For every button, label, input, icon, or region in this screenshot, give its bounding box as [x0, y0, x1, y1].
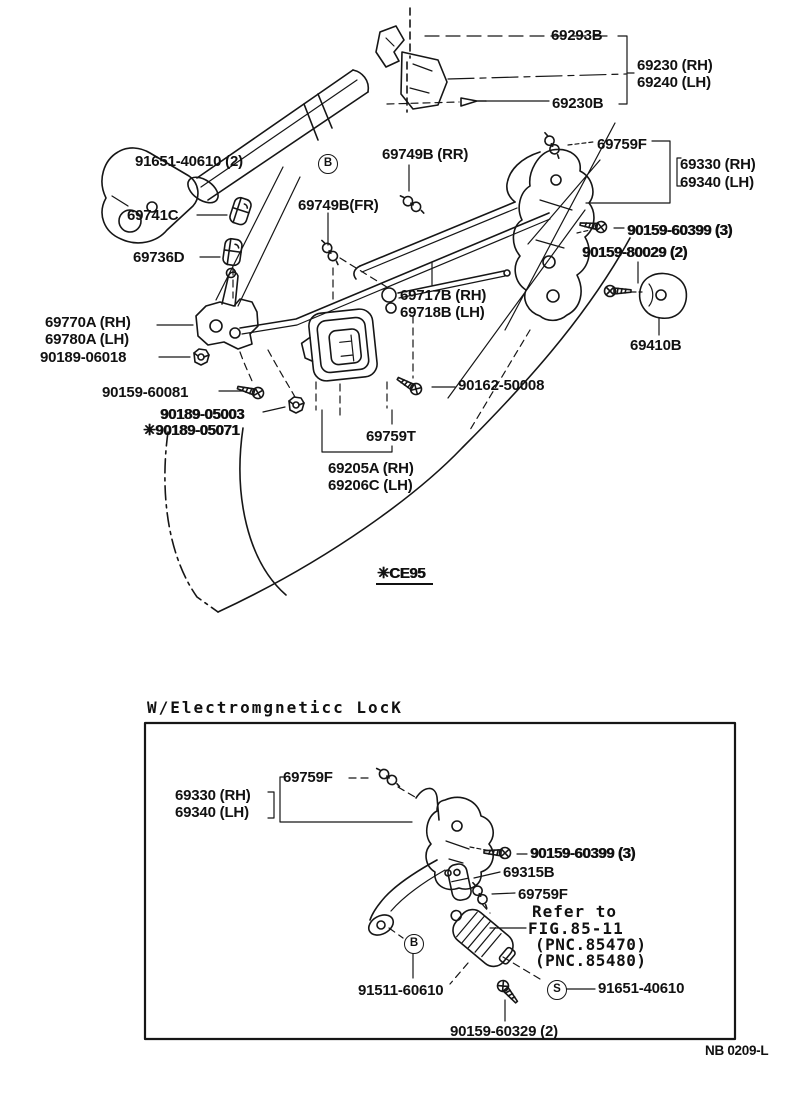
- part-label-lower-69340: 69340 (LH): [175, 804, 249, 821]
- part-label-90159-60329: 90159-60329 (2): [450, 1023, 558, 1040]
- part-label-69741C: 69741C: [127, 207, 179, 224]
- part-label-69759T: 69759T: [366, 428, 416, 445]
- callout-circle-s-lower: S: [547, 980, 567, 1000]
- part-label-69736D: 69736D: [133, 249, 185, 266]
- callout-circle-b-lower: B: [404, 934, 424, 954]
- page-code: NB 0209-L: [705, 1043, 769, 1058]
- part-label-90159-80029: 90159-80029 (2): [582, 244, 687, 261]
- part-label-90159-60399: 90159-60399 (3): [627, 222, 732, 239]
- inner-bezel-drawing: [299, 308, 379, 383]
- refer-note-line3: (PNC.85470): [535, 935, 647, 954]
- inside-handle-bracket-drawing: [157, 269, 258, 350]
- part-label-90162-50008: 90162-50008: [458, 377, 545, 394]
- part-69315B-icon: [446, 863, 472, 902]
- part-label-69780A: 69780A (LH): [45, 331, 129, 348]
- part-label-91511-60610: 91511-60610: [358, 982, 444, 999]
- part-label-90189-05071: ✳90189-05071: [143, 422, 240, 439]
- callout-circle-b: B: [318, 154, 338, 174]
- part-label-69330: 69330 (RH): [680, 156, 756, 173]
- lock-control-rods: [240, 152, 550, 334]
- door-panel-outline: [165, 167, 630, 612]
- part-label-69206C: 69206C (LH): [328, 477, 413, 494]
- lower-box-title: W/Electromgneticc LocK: [147, 698, 403, 717]
- refer-note-line4: (PNC.85480): [535, 951, 647, 970]
- part-label-lower-90159-60399: 90159-60399 (3): [530, 845, 635, 862]
- part-label-69749B-RR: 69749B (RR): [382, 146, 469, 163]
- part-label-91651-40610: 91651-40610 (2): [135, 153, 243, 170]
- pin-69230B-icon: [461, 98, 486, 106]
- model-note-ce95: ✳CE95: [376, 565, 433, 585]
- part-label-69410B: 69410B: [630, 337, 682, 354]
- refer-note-line2: FIG.85-11: [528, 919, 624, 938]
- part-label-lower-69759F-mid: 69759F: [518, 886, 568, 903]
- part-label-lower-69759F-top: 69759F: [283, 769, 333, 786]
- part-label-69293B: 69293B: [551, 27, 603, 44]
- part-label-69315B: 69315B: [503, 864, 555, 881]
- part-label-69717B: 69717B (RH): [400, 287, 487, 304]
- part-label-lower-69330: 69330 (RH): [175, 787, 251, 804]
- part-label-69205A: 69205A (RH): [328, 460, 414, 477]
- part-label-lower-91651-40610: 91651-40610: [598, 980, 685, 997]
- part-label-69749B-FR: 69749B(FR): [298, 197, 379, 214]
- rod-grommet-69717B-icon: [382, 288, 396, 302]
- refer-note-line1: Refer to: [532, 902, 618, 921]
- part-label-69230: 69230 (RH): [637, 57, 713, 74]
- part-label-69230B: 69230B: [552, 95, 604, 112]
- top-leader-lines: [387, 36, 634, 104]
- solenoid-actuator-icon: [441, 898, 522, 974]
- part-label-69340: 69340 (LH): [680, 174, 754, 191]
- part-label-69718B: 69718B (LH): [400, 304, 485, 321]
- part-label-90189-05003: 90189-05003: [160, 406, 245, 423]
- striker-69410B-icon: [640, 273, 687, 318]
- part-label-69240: 69240 (LH): [637, 74, 711, 91]
- part-label-90189-06018: 90189-06018: [40, 349, 127, 366]
- part-label-69759F: 69759F: [597, 136, 647, 153]
- part-label-69770A: 69770A (RH): [45, 314, 131, 331]
- part-label-90159-60081: 90159-60081: [102, 384, 189, 401]
